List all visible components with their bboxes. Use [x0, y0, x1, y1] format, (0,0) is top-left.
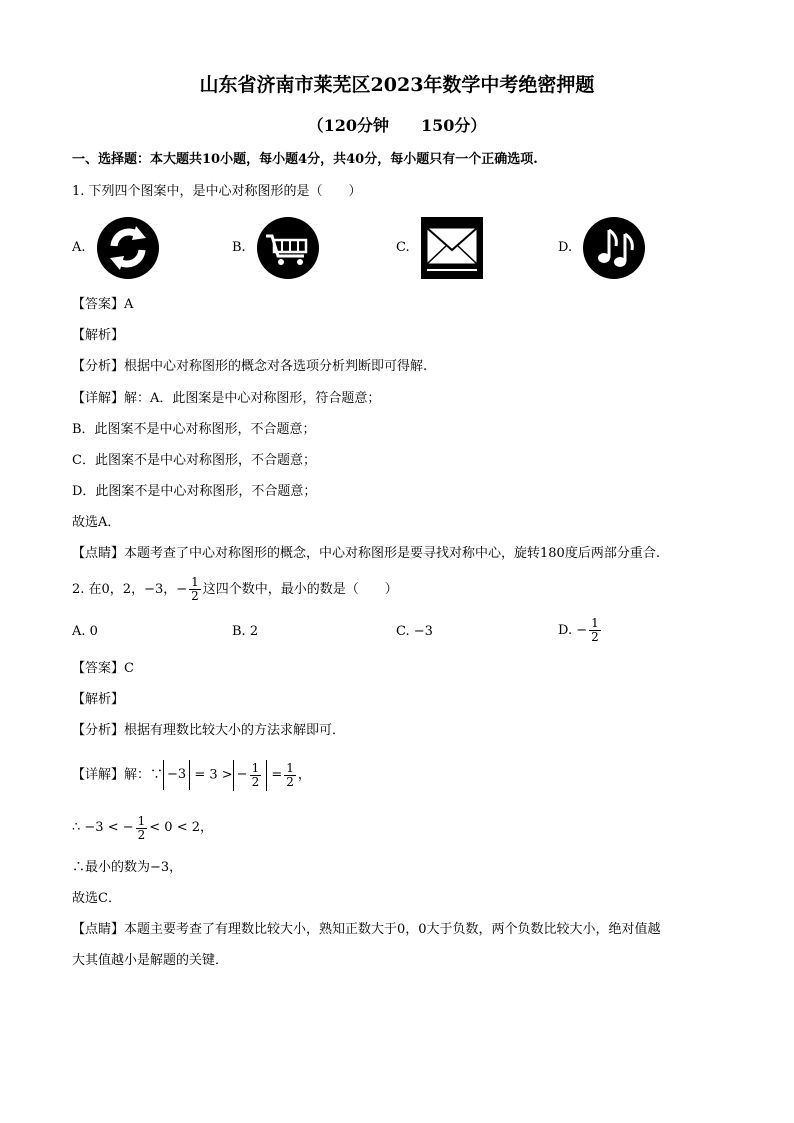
- q2-option-b: B. 2: [232, 624, 259, 639]
- q2-analysis-heading: 【解析】: [72, 692, 125, 707]
- fraction-denominator: 2: [191, 589, 199, 603]
- fraction-denominator: 2: [137, 827, 146, 842]
- q2-options: [72, 617, 732, 657]
- fraction-numerator: 1: [286, 760, 294, 775]
- q1-options: [72, 216, 732, 282]
- fraction-denominator: 2: [251, 774, 260, 789]
- q2-therefore-2: ∴最小的数为−3，: [72, 860, 183, 875]
- fraction-numerator: 1: [137, 813, 146, 828]
- q2-comment-line1: 【点睛】本题主要考查了有理数比较大小，熟知正数大于0，0大于负数，两个负数比较大小，绝对值越: [72, 922, 661, 937]
- q1-analysis-heading: 【解析】: [72, 328, 125, 343]
- section-heading: 一、选择题：本大题共10小题，每小题4分，共40分，每小题只有一个正确选项.: [72, 152, 538, 167]
- q2-detail-eq: =: [271, 767, 283, 783]
- q1-conclusion: 故选A．: [72, 515, 121, 530]
- fraction-denominator: 2: [286, 774, 294, 789]
- q2-detail: [72, 760, 311, 791]
- q1-comment: 【点睛】本题考查了中心对称图形的概念，中心对称图形是要寻找对称中心，旋转180度后两部分重合.: [72, 546, 660, 561]
- q1-option-c-label: C.: [396, 240, 410, 255]
- q2-answer: 【答案】C: [72, 661, 134, 676]
- q2-stem-suffix: 这四个数中，最小的数是（ ）: [202, 582, 398, 597]
- q2-detail-end: ，: [297, 767, 311, 783]
- q2-analysis: 【分析】根据有理数比较大小的方法求解即可．: [72, 723, 346, 738]
- q1-detail-d: D．此图案不是中心对称图形，不合题意；: [72, 484, 317, 499]
- q2-detail-mid: = 3 >: [194, 767, 233, 783]
- q2-option-d-prefix: D. −: [558, 623, 588, 638]
- q2-stem-prefix: 2. 在0，2，−3，−: [72, 582, 188, 597]
- q2-option-d-fraction: [589, 617, 601, 644]
- q2-option-d: [558, 617, 603, 644]
- q2-detail-prefix: 【详解】解：∵: [72, 767, 164, 783]
- q1-analysis: 【分析】根据中心对称图形的概念对各选项分析判断即可得解.: [72, 359, 428, 374]
- music-notes-icon: [582, 216, 646, 280]
- q1-answer: 【答案】A: [72, 297, 134, 312]
- q2-stem: [72, 575, 398, 605]
- q2-therefore-1-suffix: < 0 < 2，: [149, 820, 213, 835]
- q2-detail-abs2-sign: −: [236, 767, 248, 782]
- fraction-numerator: 1: [251, 760, 260, 775]
- q1-stem: 1. 下列四个图案中，是中心对称图形的是（ ）: [72, 184, 362, 199]
- q2-option-c: C. −3: [396, 624, 433, 639]
- fraction-denominator: 2: [591, 630, 599, 644]
- q2-therefore-1: [72, 813, 213, 844]
- q2-therefore-1-prefix: ∴ −3 < −: [72, 820, 134, 835]
- q1-option-d-label: D.: [558, 240, 573, 255]
- q1-option-a-label: A.: [72, 240, 86, 255]
- q2-detail-abs2: [233, 760, 268, 791]
- shopping-cart-icon: [256, 216, 320, 280]
- envelope-icon: [420, 216, 484, 280]
- q2-comment-line2: 大其值越小是解题的关键．: [72, 953, 229, 968]
- q2-option-a: A. 0: [72, 624, 98, 639]
- q2-detail-abs1: −3: [163, 760, 190, 790]
- q2-conclusion: 故选C．: [72, 891, 121, 906]
- q1-option-b-label: B.: [232, 240, 246, 255]
- fraction-numerator: 1: [191, 575, 199, 589]
- fraction-numerator: 1: [591, 616, 599, 630]
- q2-therefore-1-fraction: [136, 815, 148, 842]
- q1-detail-a: 【详解】解：A．此图案是中心对称图形，符合题意；: [72, 391, 381, 406]
- q2-detail-abs2-fraction: [250, 762, 262, 789]
- recycle-arrows-icon: [96, 216, 160, 280]
- exam-title: 山东省济南市莱芜区2023年数学中考绝密押题: [199, 74, 595, 96]
- q1-detail-b: B．此图案不是中心对称图形，不合题意；: [72, 422, 316, 437]
- q2-stem-fraction: [189, 576, 201, 603]
- q1-detail-c: C．此图案不是中心对称图形，不合题意；: [72, 453, 316, 468]
- q2-detail-result-fraction: [284, 762, 296, 789]
- exam-subtitle: （120分钟 150分）: [307, 116, 487, 135]
